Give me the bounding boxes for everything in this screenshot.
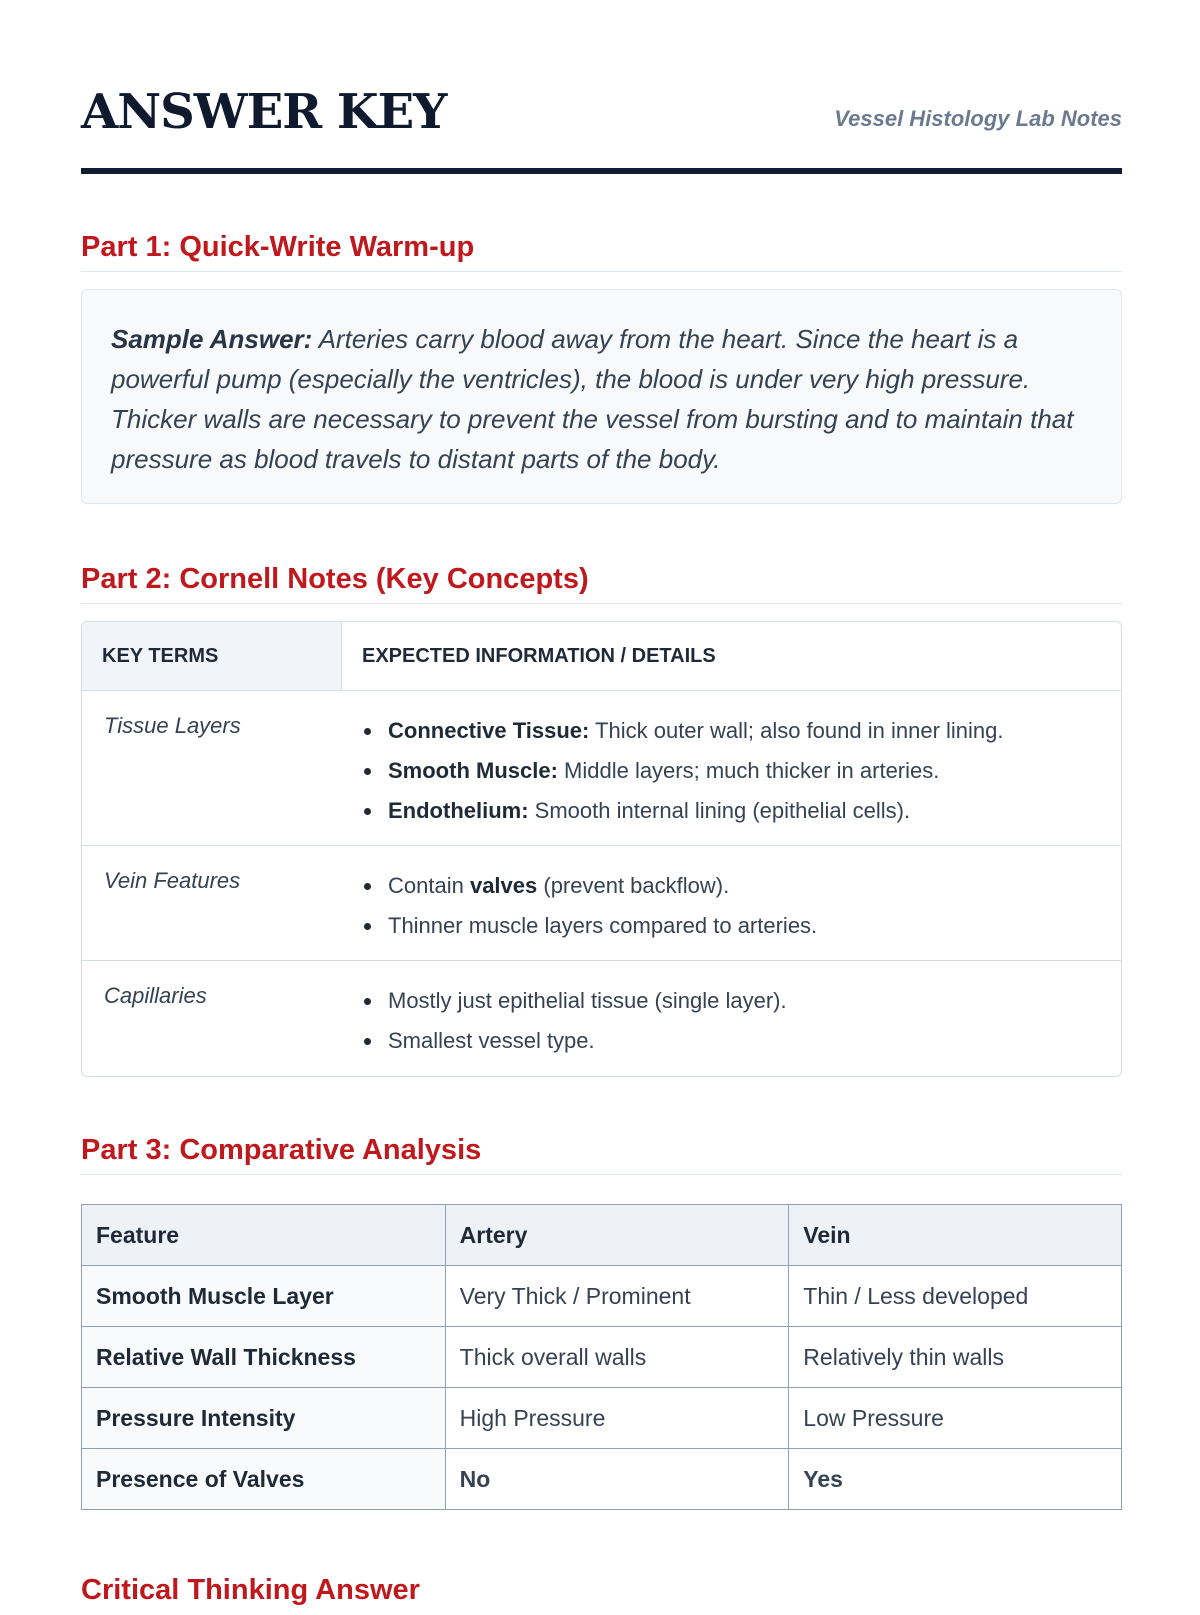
part3-heading: Part 3: Comparative Analysis [81,1135,1122,1175]
page-header [81,82,1122,174]
term-capillaries: Capillaries [104,983,207,1008]
sample-answer-text: Arteries carry blood away from the heart. Since the heart is a powerful pump (especially the ventricles), the blood is under very high pressure. Thicker walls are necessary to prevent the vessel from bursting and to maintain that pressure as blood travels to distant parts of the body. [111,324,1074,474]
feature-cell: Relative Wall Thickness [82,1327,446,1388]
cornell-row-capillaries [82,961,1121,1076]
sample-answer-label: Sample Answer: [111,324,313,354]
vein-cell: Low Pressure [789,1388,1122,1449]
comparative-analysis-table [81,1204,1122,1510]
artery-header: Artery [445,1205,789,1266]
feature-cell: Presence of Valves [82,1449,446,1510]
details-header: EXPECTED INFORMATION / DETAILS [362,645,716,667]
feature-cell: Pressure Intensity [82,1388,446,1449]
list-item: Connective Tissue: Thick outer wall; also found in inner lining. [388,711,1003,751]
table-row [82,1388,1122,1449]
details-list [342,961,787,1076]
feature-cell: Smooth Muscle Layer [82,1266,446,1327]
page-title: ANSWER KEY [81,84,447,140]
vein-valves-yes: Yes [789,1449,1122,1510]
cornell-row-tissue-layers [82,691,1121,846]
critical-thinking-heading: Critical Thinking Answer [81,1574,420,1606]
details-list [342,846,817,960]
list-item: Smallest vessel type. [388,1021,787,1061]
artery-cell: Very Thick / Prominent [445,1266,789,1327]
table-row [82,1266,1122,1327]
page-subtitle: Vessel Histology Lab Notes [834,106,1122,131]
part2-heading: Part 2: Cornell Notes (Key Concepts) [81,564,1122,604]
term-vein-features: Vein Features [104,868,241,893]
details-list [342,691,1003,845]
vein-cell: Thin / Less developed [789,1266,1122,1327]
list-item: Endothelium: Smooth internal lining (epithelial cells). [388,791,1003,831]
cornell-header-row [82,622,1121,691]
cornell-notes-table [81,621,1122,1077]
list-item: Smooth Muscle: Middle layers; much thicker in arteries. [388,751,1003,791]
table-row [82,1449,1122,1510]
table-header-row [82,1205,1122,1266]
table-row [82,1327,1122,1388]
feature-header: Feature [82,1205,446,1266]
term-tissue-layers: Tissue Layers [104,713,241,738]
list-item: Mostly just epithelial tissue (single layer). [388,981,787,1021]
sample-answer-box [81,289,1122,504]
list-item: Contain valves (prevent backflow). [388,866,817,906]
artery-cell: Thick overall walls [445,1327,789,1388]
cornell-row-vein-features [82,846,1121,961]
artery-valves-no: No [445,1449,789,1510]
artery-cell: High Pressure [445,1388,789,1449]
key-terms-header: KEY TERMS [82,622,342,690]
vein-cell: Relatively thin walls [789,1327,1122,1388]
part1-heading: Part 1: Quick-Write Warm-up [81,232,1122,272]
vein-header: Vein [789,1205,1122,1266]
list-item: Thinner muscle layers compared to arteries. [388,906,817,946]
